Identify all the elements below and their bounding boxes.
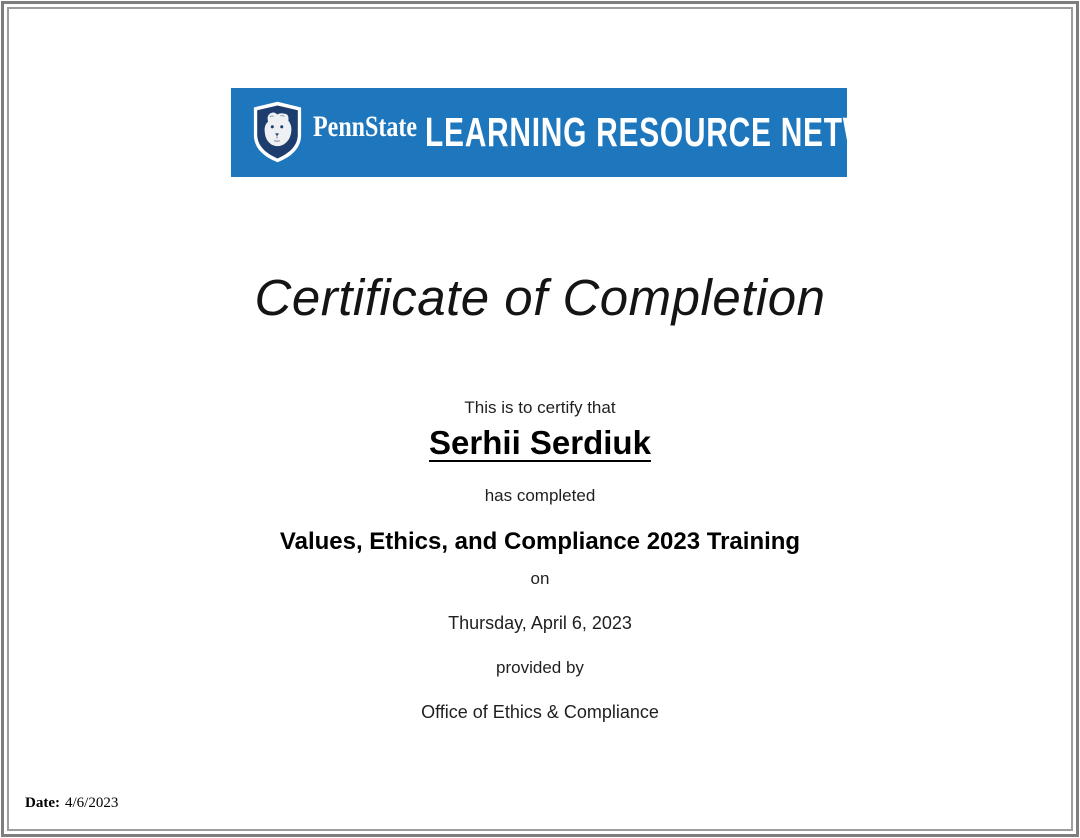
provided-by-label: provided by [496,658,584,677]
course-title: Values, Ethics, and Compliance 2023 Training [279,528,801,555]
on-label: on [530,569,550,588]
date-value: 4/6/2023 [64,795,119,811]
provider-name: Office of Ethics & Compliance [421,702,659,722]
completed-line: has completed [484,486,596,505]
penn-state-banner [231,88,941,177]
certify-line: This is to certify that [464,398,616,417]
footer-date [25,795,118,812]
date-label: Date: [25,795,60,811]
penn-state-shield-icon [252,100,303,164]
certificate-title: Certificate of Completion [254,269,826,326]
penn-state-wordmark: PennState [313,110,417,143]
learning-resource-network-title: LEARNING RESOURCE NETWORK [425,109,941,155]
recipient-name: Serhii Serdiuk [429,424,651,461]
completion-date: Thursday, April 6, 2023 [448,613,632,633]
